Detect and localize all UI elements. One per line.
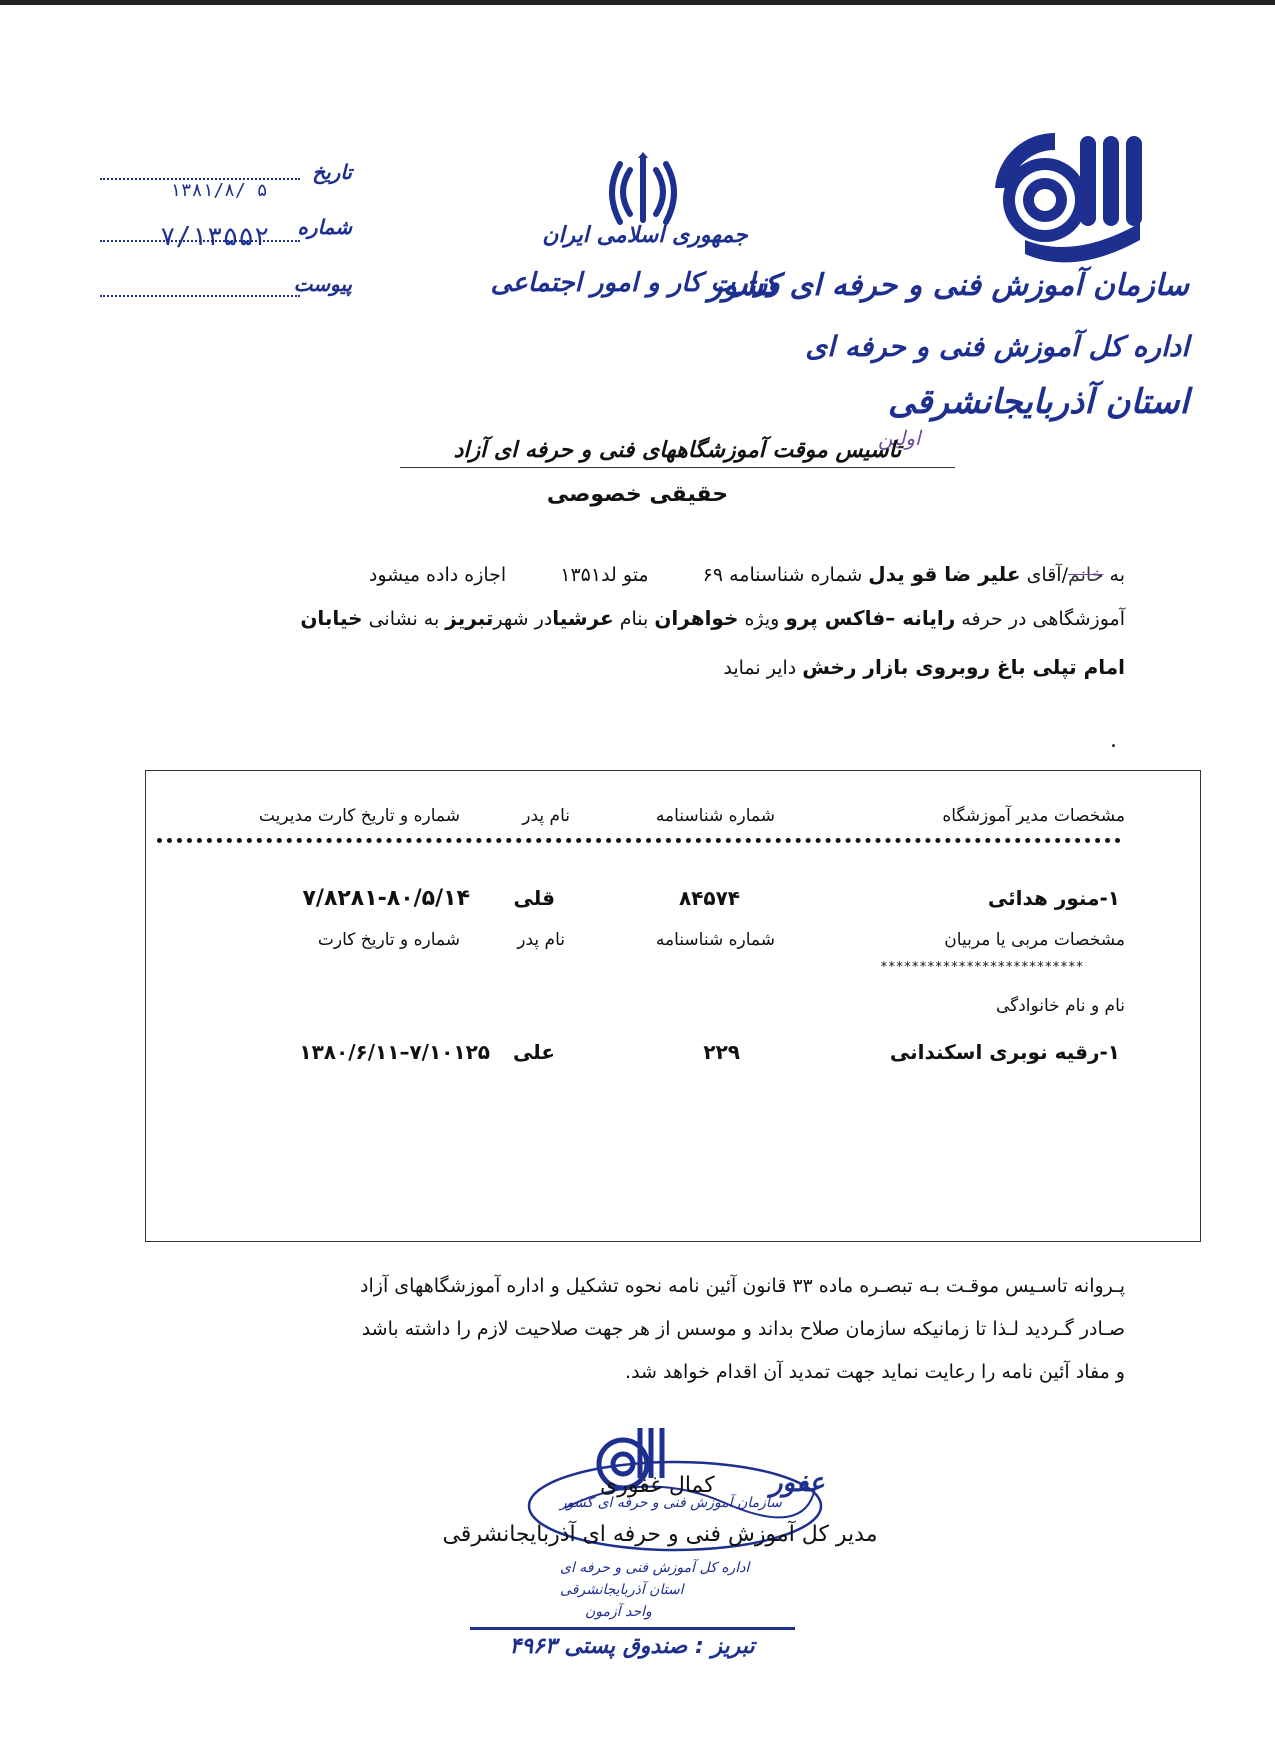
org-department-line: اداره کل آموزش فنی و حرفه ای <box>805 330 1189 363</box>
document-subtitle: حقیقی خصوصی <box>546 482 729 507</box>
school-name: عرشیا <box>552 606 614 630</box>
manager-id: ۸۴۵۷۴ <box>678 886 740 910</box>
tvto-logo-icon <box>985 128 1145 268</box>
manager-section-label: مشخصات مدیر آموزشگاه <box>942 806 1125 826</box>
trailing-dot: . <box>1110 728 1117 753</box>
instructor-father: علی <box>512 1040 555 1064</box>
handwritten-signature: عفور <box>770 1468 825 1498</box>
stamp-line-4: واحد آزمون <box>585 1604 652 1620</box>
body-line-3: امام تپلی باغ روبروی بازار رخش دایر نماید <box>723 655 1125 679</box>
signatory-title: مدیر کل آموزش فنی و حرفه ای آذربایجانشرقی <box>442 1522 878 1547</box>
instructor-col-father: نام پدر <box>517 930 565 950</box>
footer-line-1: پـروانه تاسـیس موقـت بـه تبصـره ماده ۳۳ قانون آئین نامه نحوه تشکیل و اداره آموزشگاههای آزاد <box>360 1275 1125 1297</box>
instructor-col-card: شماره و تاریخ کارت <box>317 930 460 950</box>
body-line-1: به خانم/آقای علیر ضا قو یدل شماره شناسنامه ۶۹ متو لد۱۳۵۱ اجازه داده میشود <box>368 562 1125 586</box>
manager-col-father: نام پدر <box>522 806 570 826</box>
number-label: شماره <box>297 215 352 239</box>
instructor-name: ۱-رقیه نوبری اسکندانی <box>889 1040 1120 1064</box>
instructor-col-id: شماره شناسنامه <box>655 930 775 950</box>
manager-name: ۱-منور هدائی <box>987 886 1120 910</box>
applicant-birth-year: ۱۳۵۱ <box>560 564 602 586</box>
instructor-card: ۷/۱۰۱۲۵–۱۳۸۰/۶/۱۱ <box>299 1040 490 1064</box>
manager-col-id: شماره شناسنامه <box>655 806 775 826</box>
date-label: تاریخ <box>312 160 352 184</box>
applicant-id: ۶۹ <box>702 564 724 586</box>
gender: خواهران <box>654 606 739 630</box>
footer-paragraph <box>125 1265 1125 1394</box>
dotted-separator <box>157 838 1121 843</box>
stamp-line-3: استان آذربایجانشرقی <box>560 1582 684 1598</box>
address-street: خیابان <box>300 606 363 630</box>
star-separator: ************************** <box>880 960 1084 975</box>
handwritten-prefix: اولین <box>878 426 921 450</box>
government-name: جمهوری اسلامی ایران <box>542 222 748 248</box>
address: امام تپلی باغ روبروی بازار رخش <box>802 655 1125 679</box>
instructor-id: ۲۲۹ <box>703 1040 740 1064</box>
manager-father: قلی <box>513 886 555 910</box>
number-value: ۷/۱۳۵۵۲ <box>160 222 270 252</box>
city: تبریز <box>445 606 494 630</box>
manager-col-card: شماره و تاریخ کارت مدیریت <box>258 806 460 826</box>
signatory-name: کمال غفوری <box>600 1473 715 1498</box>
struck-title: خانم <box>1068 564 1104 586</box>
ministry-name: وزارت کار و امور اجتماعی <box>490 268 780 298</box>
applicant-name: علیر ضا قو یدل <box>868 562 1021 586</box>
footer-line-2: صـادر گـردید لـذا تا زمانیکه سازمان صلاح بداند و موسس از هر جهت صلاحیت لازم را داشته باشد <box>361 1318 1125 1340</box>
org-province-line: استان آذربایجانشرقی <box>887 382 1189 422</box>
org-name-line: سازمان آموزش فنی و حرفه ای کشور <box>708 268 1189 303</box>
stamp-line-1: سازمان آموزش فنی و حرفه ای کشور <box>560 1495 782 1511</box>
attachment-dots <box>100 295 300 297</box>
footer-line-3: و مفاد آئین نامه را رعایت نماید جهت تمدید آن اقدام خواهد شد. <box>625 1361 1125 1383</box>
instructor-name-label: نام و نام خانوادگی <box>995 996 1125 1016</box>
postal-rule <box>470 1627 795 1630</box>
iran-emblem-icon <box>602 150 684 232</box>
body-line-2: آموزشگاهی در حرفه رایانه –فاکس پرو ویژه خواهران بنام عرشیادر شهرتبریز به نشانی خیابان <box>300 606 1125 630</box>
scan-top-edge <box>0 0 1275 5</box>
postal-address: تبریز : صندوق پستی ۴۹۶۳ <box>509 1634 755 1659</box>
trade-name: رایانه –فاکس پرو <box>785 606 956 630</box>
document-title: تاسیس موقت آموزشگاههای فنی و حرفه ای آزاد <box>400 438 955 468</box>
attachment-label: پیوست <box>293 272 352 296</box>
manager-card: ۷/۸۲۸۱-۸۰/۵/۱۴ <box>302 886 470 911</box>
date-value: ۱۳۸۱/۸/ ۵ <box>170 180 268 201</box>
stamp-line-2: اداره کل آموزش فنی و حرفه ای <box>560 1560 750 1576</box>
instructor-section-label: مشخصات مربی یا مربیان <box>944 930 1125 950</box>
